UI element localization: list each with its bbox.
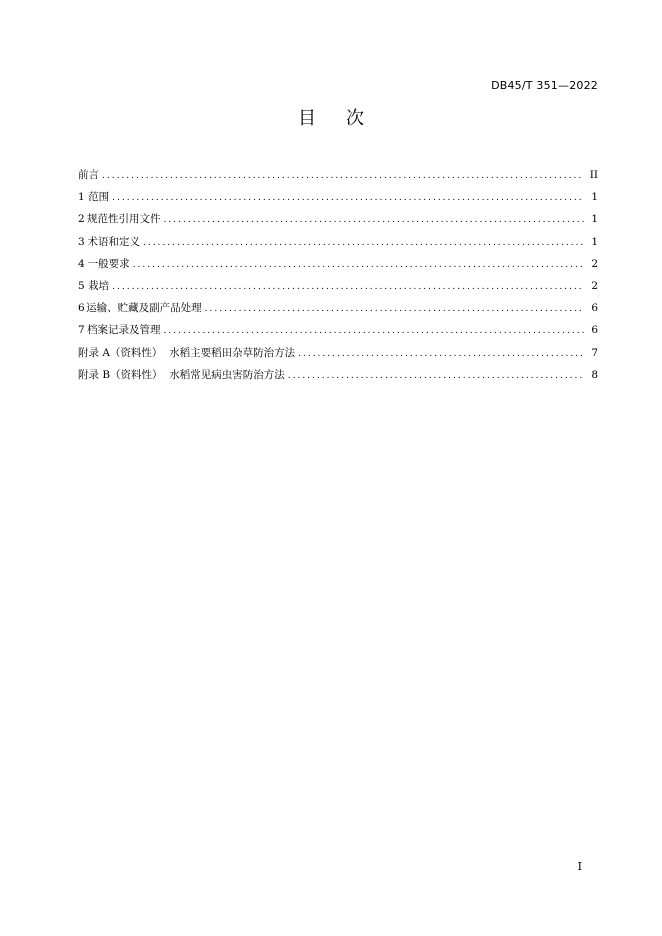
toc-entry-number: 7: [78, 324, 85, 337]
toc-entry-page: 1: [591, 235, 598, 248]
toc-entry-foreword[interactable]: [78, 167, 598, 189]
toc-entry-label: 附录 A（资料性） 水稻主要稻田杂草防治方法: [78, 346, 296, 359]
table-of-contents: [78, 167, 598, 389]
toc-entry-page: 8: [591, 368, 598, 381]
toc-entry-label: 附录 B（资料性） 水稻常见病虫害防治方法: [78, 368, 285, 381]
toc-entry-page: 2: [591, 257, 598, 270]
toc-entry-number: 6: [78, 302, 85, 315]
toc-entry-label: 栽培: [88, 279, 110, 292]
toc-entry-normative-references[interactable]: [78, 211, 598, 233]
toc-entry-number: 2: [78, 213, 85, 226]
dot-leader: [164, 326, 584, 336]
toc-entry-scope[interactable]: [78, 189, 598, 211]
dot-leader: [102, 171, 584, 181]
toc-entry-appendix-a[interactable]: [78, 345, 598, 367]
dot-leader: [164, 215, 584, 225]
toc-entry-number: 1: [78, 191, 85, 204]
toc-entry-label: 一般要求: [87, 257, 130, 270]
toc-entry-page: 1: [591, 213, 598, 226]
toc-entry-label: 运输、贮藏及副产品处理: [86, 302, 202, 315]
dot-leader: [205, 304, 584, 314]
toc-entry-label: 档案记录及管理: [87, 324, 161, 337]
dot-leader: [288, 371, 584, 381]
dot-leader: [112, 193, 584, 203]
toc-entry-number: 5: [78, 279, 85, 292]
toc-entry-label: 前言: [78, 169, 99, 181]
toc-entry-records-management[interactable]: [78, 322, 598, 344]
toc-entry-cultivation[interactable]: [78, 278, 598, 300]
toc-entry-appendix-b[interactable]: [78, 367, 598, 389]
toc-entry-page: II: [589, 169, 598, 181]
toc-entry-label: 规范性引用文件: [87, 213, 161, 226]
toc-entry-label: 范围: [88, 191, 110, 204]
document-code: DB45/T 351—2022: [491, 79, 598, 92]
toc-entry-number: 4: [78, 257, 85, 270]
toc-entry-page: 1: [591, 191, 598, 204]
toc-entry-page: 6: [591, 302, 598, 315]
toc-entry-page: 2: [591, 279, 598, 292]
page-number: I: [577, 860, 582, 873]
dot-leader: [143, 238, 584, 248]
dot-leader: [298, 349, 584, 359]
dot-leader: [112, 282, 584, 292]
toc-entry-general-requirements[interactable]: [78, 256, 598, 278]
toc-entry-number: 3: [78, 235, 85, 248]
toc-entry-label: 术语和定义: [87, 235, 140, 248]
toc-title: 目次: [298, 108, 394, 129]
toc-entry-page: 7: [591, 346, 598, 359]
toc-entry-terms-definitions[interactable]: [78, 234, 598, 256]
toc-entry-page: 6: [591, 324, 598, 337]
dot-leader: [133, 260, 584, 270]
toc-entry-transport-storage[interactable]: [78, 300, 598, 322]
